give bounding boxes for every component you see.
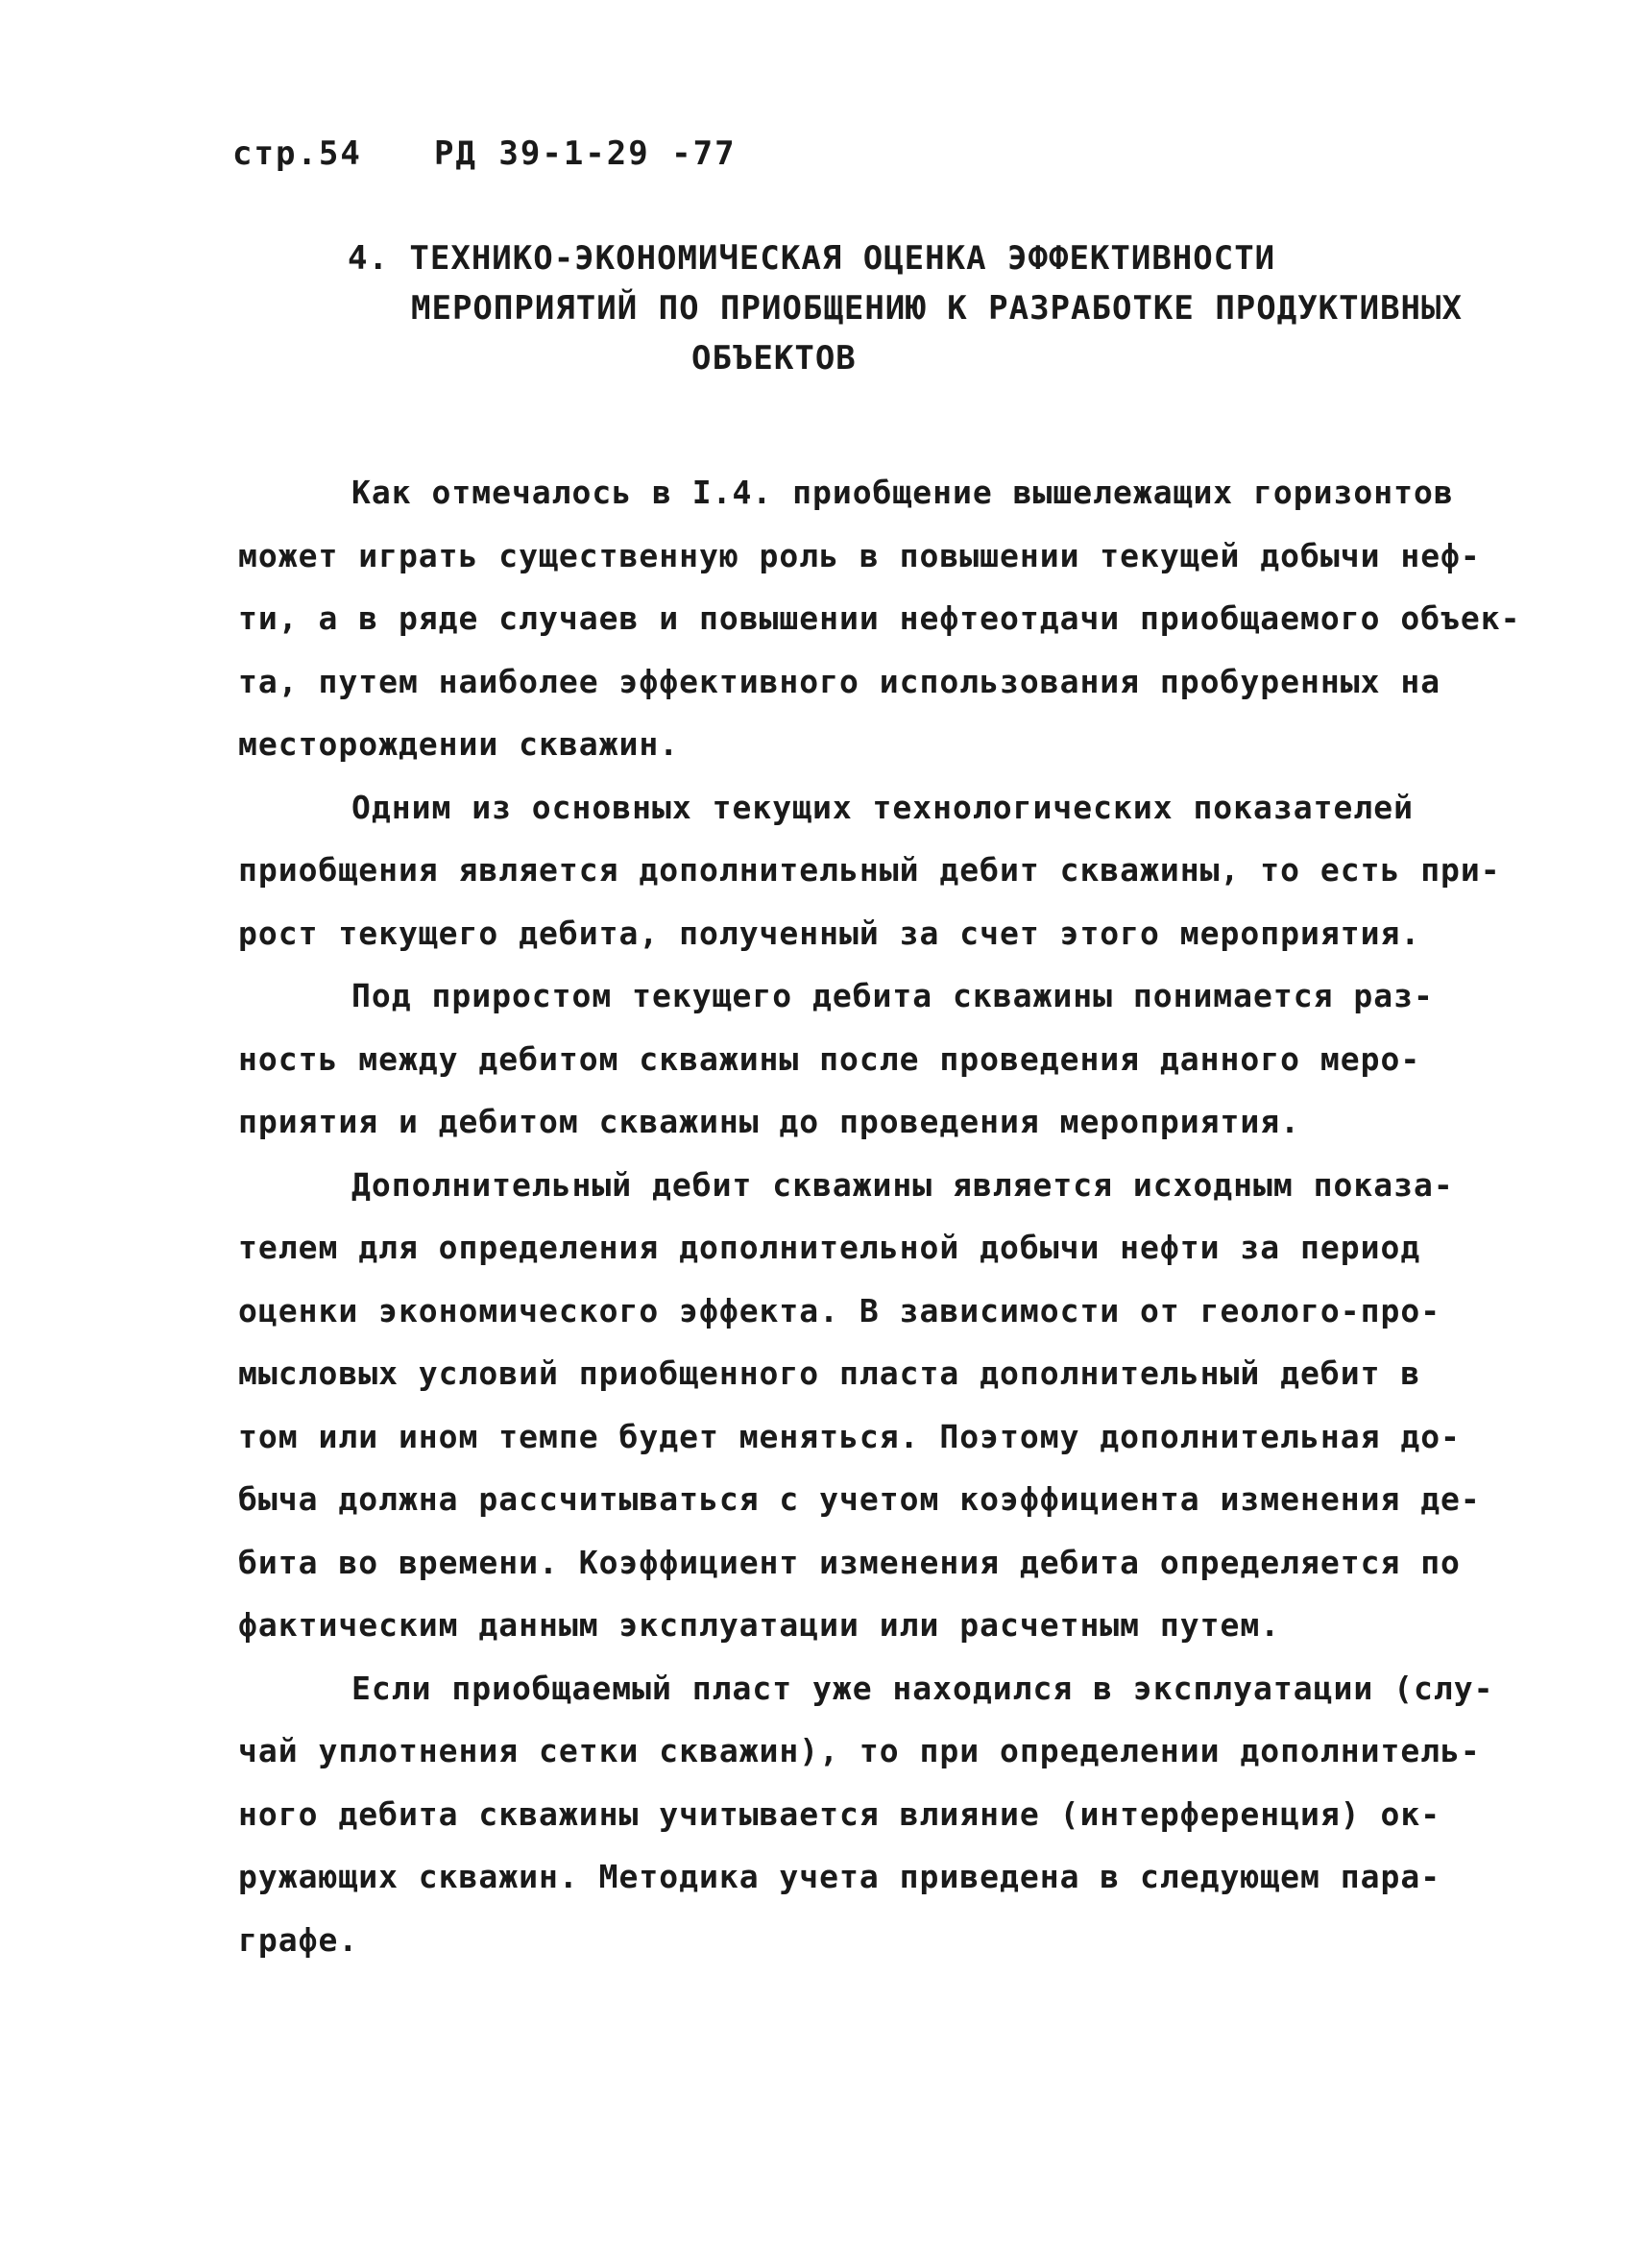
text-line: ружающих скважин. Методика учета приведена в следующем пара- [238,1858,1441,1895]
text-line: приобщения является дополнительный дебит скважины, то есть при- [238,851,1501,889]
paragraph [238,1657,1494,1972]
text-line: фактическим данным эксплуатации или расчетным путем. [238,1606,1281,1644]
section-title-line: 4. ТЕХНИКО-ЭКОНОМИЧЕСКАЯ ОЦЕНКА ЭФФЕКТИВНОСТИ [348,239,1276,278]
section-title [240,233,1489,383]
paragraph [238,461,1521,776]
text-line: Дополнительный дебит скважины является исходным показа- [351,1165,1454,1204]
text-line: месторождении скважин. [238,725,680,763]
text-line: приятия и дебитом скважины до проведения мероприятия. [238,1103,1300,1140]
text-line: быча должна рассчитываться с учетом коэффициента изменения де- [238,1480,1481,1518]
text-line: рост текущего дебита, полученный за счет этого мероприятия. [238,914,1421,952]
paragraph [238,776,1501,965]
text-line: телем для определения дополнительной добычи нефти за период [238,1229,1421,1266]
body-text [238,461,1521,1971]
paragraph [238,1154,1487,1657]
text-line: бита во времени. Коэффициент изменения дебита определяется по [238,1543,1461,1581]
section-title-line: МЕРОПРИЯТИЙ ПО ПРИОБЩЕНИЮ К РАЗРАБОТКЕ ПРОДУКТИВНЫХ [411,289,1463,328]
page-number: стр.54 [232,134,362,173]
text-line: оценки экономического эффекта. В зависимости от геолого-про- [238,1291,1441,1329]
text-line: Если приобщаемый пласт уже находился в эксплуатации (слу- [351,1669,1494,1707]
text-line: может играть существенную роль в повышении текущей добычи неф- [238,536,1481,574]
text-line: мысловых условий приобщенного пласта дополнительный дебит в [238,1354,1421,1392]
text-line: том или ином темпе будет меняться. Поэтому дополнительная до- [238,1417,1461,1455]
text-line: та, путем наиболее эффективного использования пробуренных на [238,662,1441,700]
paragraph [238,964,1487,1154]
text-line: Как отмечалось в I.4. приобщение вышележащих горизонтов [351,474,1454,511]
text-line: ность между дебитом скважины после проведения данного меро- [238,1039,1421,1078]
text-line: Одним из основных текущих технологических показателей [351,788,1414,826]
text-line: графе. [238,1920,359,1959]
page-header [232,134,737,173]
text-line: Под приростом текущего дебита скважины понимается раз- [351,977,1434,1014]
document-code: РД 39-1-29 -77 [434,134,737,173]
text-line: ного дебита скважины учитывается влияние (интерференция) ок- [238,1794,1441,1833]
text-line: чай уплотнения сетки скважин), то при определении дополнитель- [238,1732,1481,1769]
text-line: ти, а в ряде случаев и повышении нефтеотдачи приобщаемого объек- [238,599,1521,637]
section-title-line: ОБЪЕКТОВ [691,339,857,378]
